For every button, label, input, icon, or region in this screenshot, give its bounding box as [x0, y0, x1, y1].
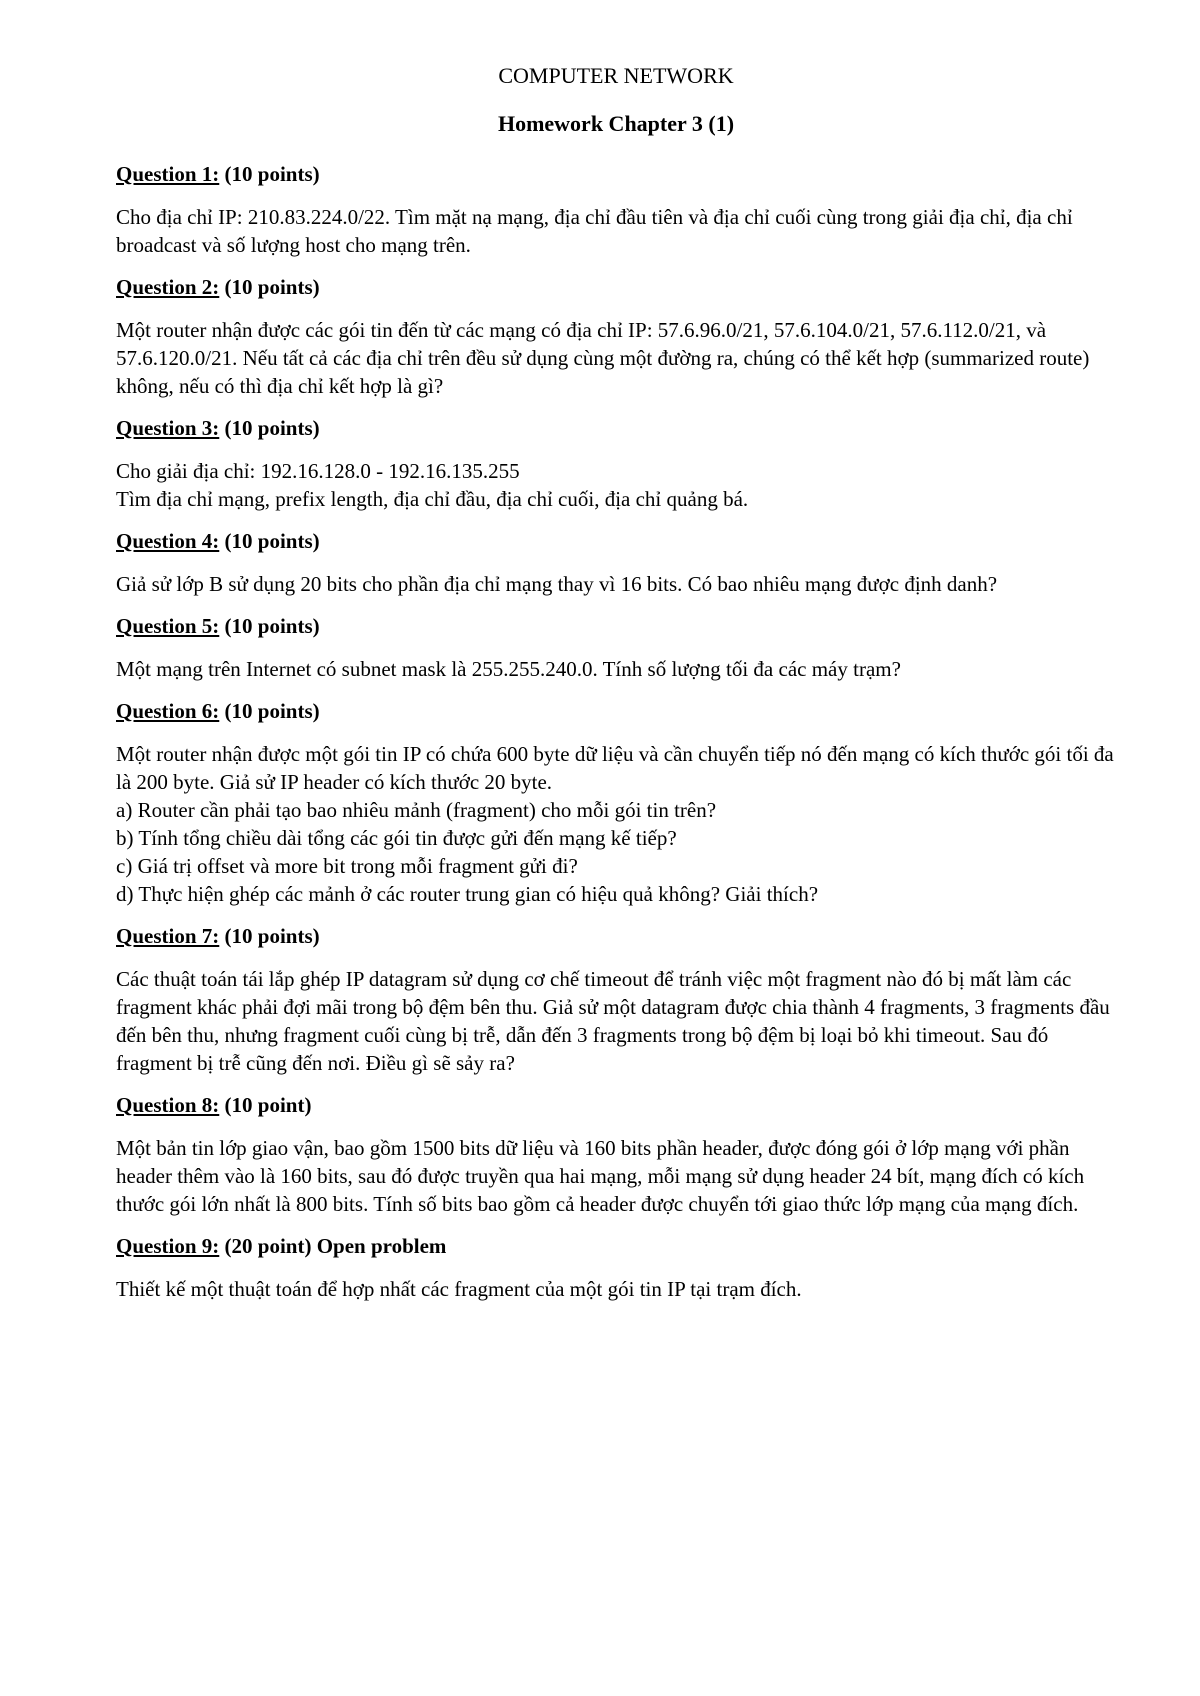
- question-text-line: Giả sử lớp B sử dụng 20 bits cho phần địa chỉ mạng thay vì 16 bits. Có bao nhiêu mạng được định danh?: [116, 572, 998, 596]
- question-points: (10 points): [224, 924, 320, 948]
- question-body: [116, 1134, 1116, 1218]
- question-label: Question 6:: [116, 699, 220, 723]
- question-body: [116, 740, 1116, 908]
- question-2: [116, 273, 1116, 400]
- question-6: [116, 697, 1116, 908]
- question-text-line: Thiết kế một thuật toán để hợp nhất các fragment của một gói tin IP tại trạm đích.: [116, 1277, 802, 1301]
- question-8: [116, 1091, 1116, 1218]
- question-body: [116, 1275, 1116, 1303]
- question-text-line: a) Router cần phải tạo bao nhiêu mảnh (fragment) cho mỗi gói tin trên?: [116, 798, 717, 822]
- question-label: Question 3:: [116, 416, 220, 440]
- question-points: (10 points): [224, 614, 320, 638]
- question-4: [116, 527, 1116, 598]
- question-extra: Open problem: [316, 1234, 447, 1258]
- question-points: (10 points): [224, 416, 320, 440]
- question-body: [116, 203, 1116, 259]
- question-label: Question 7:: [116, 924, 220, 948]
- question-7: [116, 922, 1116, 1077]
- question-heading: [116, 1232, 1116, 1260]
- question-text-line: Một router nhận được một gói tin IP có chứa 600 byte dữ liệu và cần chuyển tiếp nó đến mạng có kích thước gói tối đa là 200 byte. Giả sử IP header có kích thước 20 byte.: [116, 742, 1114, 794]
- question-heading: [116, 612, 1116, 640]
- question-heading: [116, 697, 1116, 725]
- question-heading: [116, 414, 1116, 442]
- question-body: [116, 965, 1116, 1077]
- question-points: (10 point): [224, 1093, 312, 1117]
- question-text-line: b) Tính tổng chiều dài tổng các gói tin được gửi đến mạng kế tiếp?: [116, 826, 677, 850]
- question-label: Question 1:: [116, 162, 220, 186]
- question-points: (20 point): [224, 1234, 312, 1258]
- question-5: [116, 612, 1116, 683]
- question-label: Question 2:: [116, 275, 220, 299]
- question-text-line: Tìm địa chỉ mạng, prefix length, địa chỉ đầu, địa chỉ cuối, địa chỉ quảng bá.: [116, 487, 749, 511]
- question-heading: [116, 527, 1116, 555]
- question-points: (10 points): [224, 529, 320, 553]
- question-points: (10 points): [224, 275, 320, 299]
- question-label: Question 8:: [116, 1093, 220, 1117]
- question-text-line: Một mạng trên Internet có subnet mask là 255.255.240.0. Tính số lượng tối đa các máy trạm?: [116, 657, 901, 681]
- question-text-line: Một bản tin lớp giao vận, bao gồm 1500 bits dữ liệu và 160 bits phần header, được đóng gói ở lớp mạng với phần header thêm vào là 160 bits, sau đó được truyền qua hai mạng, mỗi mạng sử dụng header 24 bít, mạng đích có kích thước gói lớn nhất là 800 bits. Tính số bits bao gồm cả header được chuyển tới giao thức lớp mạng của mạng đích.: [116, 1136, 1085, 1216]
- question-text-line: Các thuật toán tái lắp ghép IP datagram sử dụng cơ chế timeout để tránh việc một fragment nào đó bị mất làm các fragment khác phải đợi mãi trong bộ đệm bên thu. Giả sử một datagram được chia thành 4 fragments, 3 fragments đầu đến bên thu, nhưng fragment cuối cùng bị trễ, dẫn đến 3 fragments trong bộ đệm bị loại bỏ khi timeout. Sau đó fragment bị trễ cũng đến nơi. Điều gì sẽ sảy ra?: [116, 967, 1110, 1075]
- document-page: [116, 62, 1116, 1317]
- question-heading: [116, 160, 1116, 188]
- question-body: [116, 316, 1116, 400]
- question-text-line: d) Thực hiện ghép các mảnh ở các router trung gian có hiệu quả không? Giải thích?: [116, 882, 819, 906]
- question-label: Question 4:: [116, 529, 220, 553]
- question-heading: [116, 922, 1116, 950]
- question-body: [116, 457, 1116, 513]
- document-title: COMPUTER NETWORK: [498, 63, 734, 88]
- question-text-line: Một router nhận được các gói tin đến từ các mạng có địa chỉ IP: 57.6.96.0/21, 57.6.104.0/21, 57.6.112.0/21, và 57.6.120.0/21. Nếu tất cả các địa chỉ trên đều sử dụng cùng một đường ra, chúng có thể kết hợp (summarized route) không, nếu có thì địa chỉ kết hợp là gì?: [116, 318, 1090, 398]
- question-text-line: Cho giải địa chỉ: 192.16.128.0 - 192.16.135.255: [116, 459, 520, 483]
- document-subtitle: Homework Chapter 3 (1): [497, 111, 735, 136]
- question-3: [116, 414, 1116, 513]
- question-body: [116, 570, 1116, 598]
- question-list: [116, 160, 1116, 1303]
- question-body: [116, 655, 1116, 683]
- question-label: Question 9:: [116, 1234, 220, 1258]
- question-heading: [116, 1091, 1116, 1119]
- question-9: [116, 1232, 1116, 1303]
- question-label: Question 5:: [116, 614, 220, 638]
- question-text-line: c) Giá trị offset và more bit trong mỗi fragment gửi đi?: [116, 854, 578, 878]
- question-heading: [116, 273, 1116, 301]
- question-text-line: Cho địa chỉ IP: 210.83.224.0/22. Tìm mặt nạ mạng, địa chỉ đầu tiên và địa chỉ cuối cùng trong giải địa chỉ, địa chỉ broadcast và số lượng host cho mạng trên.: [116, 205, 1073, 257]
- question-points: (10 points): [224, 162, 320, 186]
- question-1: [116, 160, 1116, 259]
- question-points: (10 points): [224, 699, 320, 723]
